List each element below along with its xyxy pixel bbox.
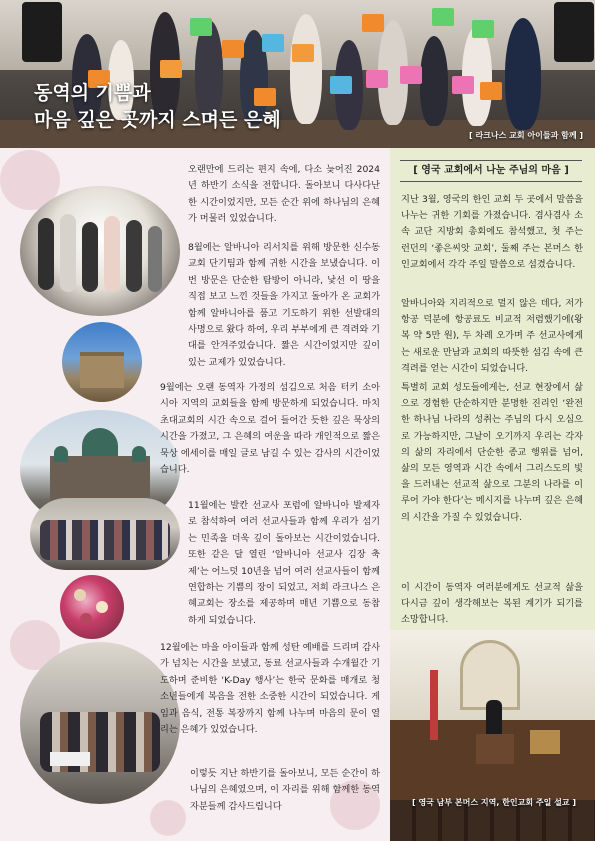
article-paragraph-1: 오랜만에 드리는 편지 속에, 다소 늦어진 2024년 하반기 소식을 전합니다. 돌아보니 다사다난한 시간이었지만, 모든 순간 위에 하나님의 은혜가 머물러 있었습니다. bbox=[188, 164, 380, 225]
gift-bag bbox=[472, 20, 494, 38]
blossom-decoration bbox=[150, 800, 186, 836]
speaker-right bbox=[554, 2, 594, 62]
speaker-left bbox=[22, 2, 62, 62]
gift-bag bbox=[400, 66, 422, 84]
article-paragraph-6: 이렇듯 지난 하반기를 돌아보니, 모든 순간이 하나님의 은혜였으며, 이 자리를 위해 함께한 동역자분들께 감사드립니다 bbox=[190, 768, 380, 812]
right-paragraph-4: 이 시간이 동역자 여러분에게도 선교적 삶을 다시금 깊이 생각해보는 복된 계기가 되기를 소망합니다. bbox=[401, 582, 583, 626]
gift-bag bbox=[432, 8, 454, 26]
photo-turkey-ruins bbox=[62, 322, 142, 402]
gift-bag bbox=[330, 76, 352, 94]
article-paragraph-5: 12월에는 마을 아이들과 함께 성탄 예배를 드리며 감사가 넘치는 시간을 보냈고, 동료 선교사들과 수개월간 기도하며 준비한 ‘K-Day 행사’는 한국 문화를 매개로 청소년들에게 복음을 전한 소중한 시간이 되었습니다. 게임과 음식, 전통 복장까지 함께 나누며 마음의 문이 열리는 은혜가 있었습니다. bbox=[160, 642, 380, 736]
church-photo-caption: [ 영국 남부 본머스 지역, 한인교회 주일 설교 ] bbox=[412, 798, 577, 807]
title-line-2: 마음 깊은 곳까지 스며든 은혜 bbox=[34, 109, 281, 131]
group-photo-albania bbox=[20, 186, 180, 316]
gift-bag bbox=[452, 76, 474, 94]
article-paragraph-3: 9월에는 오랜 동역자 가정의 섬김으로 처음 터키 소아시아 지역의 교회들을 함께 방문하게 되었습니다. 마치 초대교회의 시간 속으로 걸어 들어간 듯한 깊은 묵상의 시간을 가졌고, 그 은혜의 여운을 따라 개인적으로 짧은 묵상 에세이를 매일 글로 남길 수 있는 감사의 시간이었습니다. bbox=[160, 382, 380, 476]
person-silhouette bbox=[505, 18, 541, 130]
right-paragraph-3: 특별히 교회 성도들에게는, 선교 현장에서 삶으로 경험한 단순하지만 분명한 진리인 ‘완전한 하나님 나라의 성취는 주님의 다시 오심으로 가능하지만, 그날이 오기까지 우리는 각자의 삶의 자리에서 단순한 종교 행위를 넘어, 삶의 모든 영역과 시간 속에서 그리스도의 빛을 드러내는 선교적 삶으로 그분의 나라를 이루어 가야 한다’는 메시지를 나누며 깊은 은혜의 시간을 가질 수 있었습니다. bbox=[401, 382, 583, 523]
group-photo-missionaries bbox=[30, 498, 180, 570]
gift-bag bbox=[160, 60, 182, 78]
photo-kimchi-festival bbox=[60, 575, 124, 639]
article-paragraph-4: 11월에는 발칸 선교사 포럼에 알바니아 발제자로 참석하여 여러 선교사들과 함께 우리가 섬기는 민족을 더욱 깊이 돌아보는 시간이었습니다. 또한 같은 달 열린 ‘알바니아 선교사 김장 축제’는 어느덧 10년을 넘어 여러 선교사들이 함께 연합하는 기쁨의 장이 되었고, 저희 라크나스 은혜교회는 장소를 제공하며 매년 기쁨으로 동참하게 되었습니다. bbox=[188, 500, 380, 626]
article-paragraph-2: 8월에는 알바니아 리서치를 위해 방문한 신수동교회 단기팀과 함께 귀한 시간을 보냈습니다. 이번 방문은 단순한 탐방이 아니라, 낯선 이 땅을 직접 보고 느낀 것들을 가지고 돌아가 온 교회가 함께 알바니아를 품고 기도하기 위한 선발대의 사명으로 왔다 하여, 우리 부부에게 큰 격려와 기대를 안겨주었습니다. 짧은 시간이었지만 깊이 있는 교제가 있었습니다. bbox=[188, 242, 380, 368]
person-silhouette bbox=[290, 14, 322, 124]
right-paragraph-2: 알바니아와 지리적으로 멀지 않은 데다, 저가 항공 덕분에 항공료도 비교적 저렴했기에(왕복 약 5만 원), 두 차례 오가며 주 선교사에게는 새로운 만남과 교회의 따뜻한 섬김 속에 큰 격려를 얻는 시간이 되었습니다. bbox=[401, 298, 583, 374]
page-title bbox=[34, 80, 281, 134]
photo-church-sermon bbox=[390, 630, 595, 841]
gift-bag bbox=[292, 44, 314, 62]
gift-bag bbox=[366, 70, 388, 88]
gift-bag bbox=[480, 82, 502, 100]
gift-bag bbox=[362, 14, 384, 32]
person-silhouette bbox=[420, 36, 448, 126]
right-paragraph-1: 지난 3월, 영국의 한인 교회 두 곳에서 말씀을 나누는 귀한 기회를 가졌습니다. 겸사겸사 소속 교단 지방회 총회에도 참석했고, 첫 주는 런던의 ‘좋은씨앗 교회’, 둘째 주는 본머스 한인교회에서 각각 주일 말씀으로 섬겼습니다. bbox=[401, 194, 583, 270]
photo-k-day-event bbox=[20, 642, 180, 804]
hero-photo-caption: [ 라크나스 교회 아이들과 함께 ] bbox=[469, 131, 583, 140]
gift-bag bbox=[262, 34, 284, 52]
right-column-title: [ 영국 교회에서 나눈 주님의 마음 ] bbox=[400, 160, 582, 182]
title-line-1: 동역의 기쁨과 bbox=[34, 82, 151, 104]
gift-bag bbox=[190, 18, 212, 36]
gift-bag bbox=[222, 40, 244, 58]
hero-photo bbox=[0, 0, 595, 148]
